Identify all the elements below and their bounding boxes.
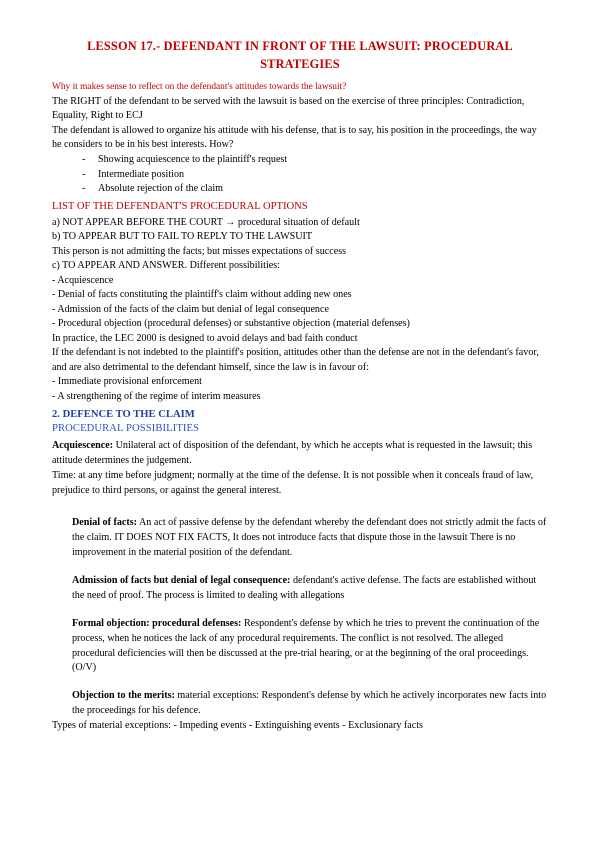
option-practice-note: In practice, the LEC 2000 is designed to avoid delays and bad faith conduct [52,332,358,344]
option-line-b: b) TO APPEAR BUT TO FAIL TO REPLY TO THE LAWSUIT [52,231,313,243]
entry-types-material-exceptions [52,719,548,734]
list-item [52,182,548,197]
dash-bullet: - [82,183,86,195]
option-provisional-enforcement: - Immediate provisional enforcement [52,376,202,388]
option-objection: - Procedural objection (procedural defenses) or substantive objection (material defenses) [52,318,410,330]
option-law-favour: If the defendant is not indebted to the plaintiff's position, attitudes other than the defense are not in the defendant's favor, and are also detrimental to the defendant himself, since the law is in favour of: [52,347,539,373]
option-line-a: a) NOT APPEAR BEFORE THE COURT → procedural situation of default [52,216,360,228]
option-line-c: c) TO APPEAR AND ANSWER. Different possibilities: [52,260,280,272]
option-admission-facts: - Admission of the facts of the claim but denial of legal consequence [52,303,329,315]
dash-bullet: - [82,168,86,180]
entry-term: Denial of facts: [72,516,138,528]
entry-term: Admission of facts but denial of legal consequence: [72,574,291,586]
entry-text: An act of passive defense by the defendant whereby the defendant does not strictly admit the facts of the claim. IT DOES NOT FIX FACTS, It does not introduce facts that dispute those in the lawsuit There is no improvement in the material position of the defendant. [72,516,547,558]
section-heading-defence: 2. DEFENCE TO THE CLAIM [52,408,195,420]
attitude-list [52,153,548,197]
entry-text: material exceptions: Respondent's defense by which he actively incorporates new facts into the proceedings for his defence. [72,690,547,717]
dash-bullet: - [82,153,86,165]
entry-denial-of-facts [52,516,548,561]
entry-acquiescence [52,439,548,469]
option-denial-facts: - Denial of facts constituting the plaintiff's claim without adding new ones [52,289,352,301]
list-item [52,168,548,183]
list-item-label: Absolute rejection of the claim [98,183,224,195]
intro-paragraph-2: The defendant is allowed to organize his attitude with his defense, that is to say, his position in the proceedings, the way he considers to be in his best interests. How? [52,124,537,151]
intro-question: Why it makes sense to reflect on the defendant's attitudes towards the lawsuit? [52,81,347,92]
option-interim-measures: - A strengthening of the regime of interim measures [52,391,261,403]
option-note-b: This person is not admitting the facts; but misses expectations of success [52,245,347,257]
entry-term: Objection to the merits: [72,690,175,702]
entry-text: Time: at any time before judgment; normally at the time of the defense. It is not possible when it conceals fraud of law, prejudice to third persons, or against the general interest. [52,470,534,497]
page-title: LESSON 17.- DEFENDANT IN FRONT OF THE LAWSUIT: PROCEDURAL STRATEGIES [87,39,513,71]
entry-admission-of-facts [52,574,548,604]
entry-text: Unilateral act of disposition of the defendant, by which he accepts what is requested in the lawsuit; this attitude determines the judgement. [52,440,533,467]
entry-text: Types of material exceptions: - Impeding events - Extinguishing events - Exclusionary facts [52,720,423,732]
entry-term: Acquiescence: [52,440,114,452]
option-acquiescence: - Acquiescence [52,274,114,286]
entry-term: Formal objection: procedural defenses: [72,617,242,629]
list-item-label: Intermediate position [98,168,185,180]
entry-acquiescence-time [52,469,548,499]
entry-formal-objection [52,617,548,677]
section-heading-procedural-possibilities: PROCEDURAL POSSIBILITIES [52,423,200,435]
entry-text: Respondent's defense by which he tries to prevent the continuation of the process, when he notices the lack of any procedural requirements. The conflict is not resolved. The alleged procedural deficiencies will then be discussed at the pre-trial hearing, or at the beginning of the oral proceedings. (O/V) [72,617,540,674]
list-item [52,153,548,168]
section-heading-options: LIST OF THE DEFENDANT'S PROCEDURAL OPTIONS [52,200,308,212]
list-item-label: Showing acquiescence to the plaintiff's request [98,153,288,165]
intro-paragraph-1: The RIGHT of the defendant to be served with the lawsuit is based on the exercise of three principles: Contradiction, Equality, Right to ECJ [52,95,525,122]
entry-objection-merits [52,689,548,719]
entry-text: defendant's active defense. The facts are established without the need of proof. The process is limited to dealing with allegations [72,574,537,601]
